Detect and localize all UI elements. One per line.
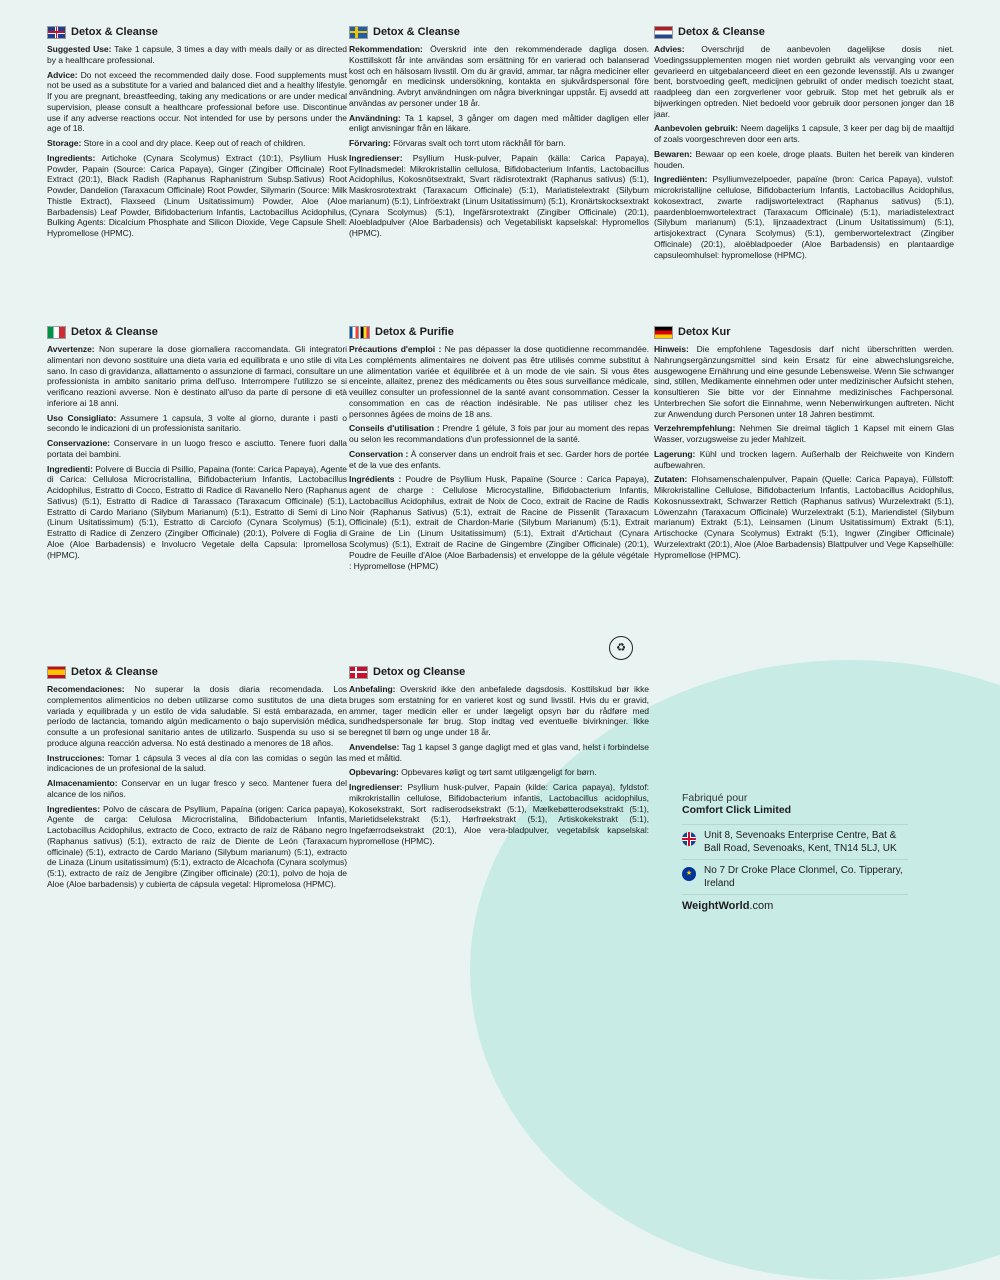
section-title: Detox & Cleanse	[71, 666, 158, 678]
sweden-flag-icon	[349, 26, 368, 39]
italy-flag-icon	[47, 326, 66, 339]
text: Assumere 1 capsula, 3 volte al giorno, durante i pasti o secondo le indicazioni di un professionista sanitario.	[47, 412, 347, 434]
label: Anvendelse:	[349, 741, 400, 752]
text: Take 1 capsule, 3 times a day with meals daily or as directed by a healthcare professional.	[47, 44, 348, 65]
france-flag-icon	[349, 326, 359, 339]
label: Rekommendation:	[349, 44, 423, 54]
text: Overskrid ikke den anbefalede dagsdosis. Kosttilskud bør ikke bruges som erstatning for en varieret kost og sund livsstil. Hvis du er gravid, ammer, tager medicin eller er under lægeligt opsyn bør du rådføre med sundhedspersonale før brug. Stop indtag ved eventuelle bivirkninger. Ikke beregnet til børn og unge under 18 år.	[349, 684, 649, 738]
text: Bewaar op een koele, droge plaats. Buiten het bereik van kinderen houden.	[654, 148, 954, 170]
company-name: Comfort Click Limited	[682, 804, 792, 816]
text: Conservar en un lugar fresco y seco. Mantener fuera del alcance de los niños.	[47, 778, 347, 799]
section-nl	[654, 25, 954, 265]
text: Polvere di Buccia di Psillio, Papaina (fonte: Carica Papaya), Agente di Carica: Cellulosa Microcristallina, Bifidobacterium Infantis, Lactobacillus Acidophilus, Estratto di Cocco, Estratto di Radice di Ravanello Nero (Raphanus Sativus) (5:1), Estratto di Radice di Tarassaco (Taraxacum Officinale) (5:1), Estratto di Cardo Mariano (Silybum Marianum) (5:1), Estratto di Semi di Lino (Linum Usitatissimum) (5:1), Estratto di Carciofo (Cynara Scolymus) (5:1), Estratto di Radice di Zenzero (Zingiber Officinale) (20:1), Polvere di Foglia di Aloe (Aloe Barbadensis) e Involucro Vegetale della Capsula: Ipromellosa (HPMC).	[47, 463, 347, 560]
text: Ne pas dépasser la dose quotidienne recommandée. Les compléments alimentaires ne doivent pas être utilisés comme substitut à une alimentation variée et équilibrée et à un mode de vie sain. Si vous êtes enceinte, allaitez, prenez des médicaments ou êtes sous surveillance médicale, veuillez consulter un professionnel de la santé avant consommation. Cesser la consommation en cas de réaction indésirable. Ne pas utiliser chez les personnes âgées de moins de 18 ans.	[349, 344, 649, 419]
label: Aanbevolen gebruik:	[654, 123, 738, 134]
text: Ta 1 kapsel, 3 gånger om dagen med måltider dagligen eller enligt anvisningar från en läkare.	[349, 112, 649, 134]
eu-flag-icon: ★	[682, 867, 696, 881]
label: Conseils d'utilisation :	[349, 423, 440, 434]
section-title: Detox & Cleanse	[373, 26, 460, 38]
section-fr	[349, 325, 649, 575]
uk-flag-icon	[47, 26, 66, 39]
ie-address: No 7 Dr Croke Place Clonmel, Co. Tipperary, Ireland	[704, 865, 903, 889]
label: Ingredienser:	[349, 152, 403, 163]
label: Advies:	[654, 44, 685, 54]
label: Förvaring:	[349, 138, 391, 149]
label: Conservation :	[349, 448, 409, 459]
manufacturer-info	[682, 792, 908, 912]
label: Anbefaling:	[349, 684, 396, 694]
section-se	[349, 25, 649, 243]
label: Ingrédients :	[349, 474, 402, 485]
text: Psyllium Husk-pulver, Papain (källa: Carica Papaya), Fyllnadsmedel: Mikrokristallin cellulosa, Bifidobacterium Infantis, Lactobacillus Acidophilus, Kokosnötsextrakt, Svart rädisrotextrakt (Raphanus sativus) (5:1), Maskrosrotextrakt (Taraxacum Officinale) (5:1), Mariatistelextrakt (Silybum marianum) (5:1), Linfröextrakt (Linum Usitatissimum) (5:1), Kronärtskocksextrakt (Cynara Scolymus) (5:1), Ingefärsrotextrakt (Zingiber Officinale) (20:1), Aloebladpulver (Aloe Barbadensis) och Vegetabiliskt kapselskal: Hypromellos (HPMC).	[349, 152, 649, 239]
denmark-flag-icon	[349, 666, 368, 679]
label: Recomendaciones:	[47, 684, 125, 694]
label: Användning:	[349, 112, 401, 123]
text: Förvaras svalt och torrt utom räckhåll för barn.	[390, 138, 566, 149]
recycle-bin-icon: ♻	[609, 636, 633, 660]
section-title: Detox & Cleanse	[678, 26, 765, 38]
label: Lagerung:	[654, 448, 696, 459]
label: Suggested Use:	[47, 44, 112, 54]
text: Opbevares køligt og tørt samt utilgængeligt for børn.	[398, 767, 597, 778]
label: Ingrediënten:	[654, 174, 708, 185]
label: Ingredienti:	[47, 463, 93, 474]
text: Psyllium husk-pulver, Papain (kilde: Carica papaya), fyldstof: mikrokristallin cellulose, Bifidobacterium infantis, Lactobacillus acidophilus, Kokosekstrakt, Sort radiserodsekstrakt (5:1), Mælkebøtterodsekstrakt (5:1), Marietidselekstrakt (5:1), Hørfrøekstrakt (5:1), Artiskokekstrakt (5:1), Ingefærrodsekstrakt (20:1), Aloe vera-bladpulver, vegetabilsk kapselskal: hypromellose (HPMC).	[349, 782, 649, 846]
text: Do not exceed the recommended daily dose. Food supplements must not be used as a substitute for a varied and balanced diet and a healthy lifestyle. If you are pregnant, breastfeeding, taking any medications or are under medical supervision, please consult a healthcare professional before use. Discontinue use if any adverse reactions occur. Not intended for use by persons under the age of 18.	[47, 69, 347, 134]
text: Flohsamenschalenpulver, Papain (Quelle: Carica Papaya), Füllstoff: Mikrokristalline Cellulose, Bifidobacterium Infantis, Lactobacillus Acidophilus, Kokosnussextrakt, Schwarzer Rettich (Raphanus sativus) Wurzelextrakt (5:1), Löwenzahn (Taraxacum Officinale) Wurzelextrakt (5:1), Mariendistel (Silybum marianum) Extrakt (5:1), Leinsamen (Linum Usitatissimum) Extrakt (5:1), Artischocke (Cynara Scolymus) Extrakt (5:1), Ingwer (Zingiber Officinale) Wurzelextrakt (20:1), Aloe (Aloe Barbadensis) Blattpulver und Vege Kapselhülle: Hypromellose (HPMC).	[654, 474, 954, 560]
text: Poudre de Psyllium Husk, Papaïne (Source : Carica Papaya), agent de charge : Cellulose Microcystalline, Bifidobacterium Infantis, Lactobacillus Acidophilus, extrait de Noix de Coco, extrait de Racine de Radis Noir (Raphanus Sativus) (5:1), extrait de Racine de Pissenlit (Taraxacum Officinale) (5:1), extrait de Chardon-Marie (Silybum Marianum) (5:1), Extrait Graine de Lin (Linum Usitatissimum) (5:1), Extrait d'Artichaut (Cynara Scolymus) (5:1), Extrait de Racine de Gingembre (Zingiber Officinale) (20:1), Poudre de Feuille d'Aloe (Aloe Barbadensis) et enveloppe de la gélule végétale : Hypromellose (HPMC)	[349, 474, 650, 571]
section-title: Detox og Cleanse	[373, 666, 466, 678]
text: Psylliumvezelpoeder, papaïne (bron: Carica Papaya), vulstof: microkristallijne cellulose, Bifidobacterium Infantis, Lactobacillus Acidophilus, kokosextract, zwarte radijswortelextract (Raphanus sativus) (5:1), paardenbloemwortelextract (Taraxacum Officinale) (5:1), mariadistelextract (Silybum marianum) (5:1), lijnzaadextract (Linum Usitatissimum) (5:1), artisjokextract (Cynara Scolymus) (5:1), gemberwortelextract (Zingiber Officinale) (20:1), aloëbladpoeder (Aloe Barbadensis) en plantaardige capsuleomhulsel: hypromellose (HPMC).	[654, 174, 954, 260]
text: Conservare in un luogo fresco e asciutto. Tenere fuori dalla portata dei bambini.	[47, 438, 347, 459]
label: Avvertenze:	[47, 344, 95, 354]
section-title: Detox & Cleanse	[71, 326, 158, 338]
text: Prendre 1 gélule, 3 fois par jour au moment des repas ou selon les recommandations d'un professionnel de la santé.	[349, 423, 649, 445]
text: À conserver dans un endroit frais et sec. Garder hors de portée et de la vue des enfants.	[349, 448, 649, 470]
uk-flag-icon	[682, 832, 696, 846]
label: Précautions d'emploi :	[349, 344, 442, 354]
made-for-label: Fabriqué pour	[682, 792, 748, 804]
label: Bewaren:	[654, 148, 693, 159]
section-it	[47, 325, 347, 565]
section-uk	[47, 25, 347, 243]
website-domain: .com	[749, 900, 774, 912]
uk-address-row	[682, 824, 908, 859]
text: Neem dagelijks 1 capsule, 3 keer per dag bij de maaltijd of zoals voorgeschreven door een arts.	[654, 123, 954, 145]
germany-flag-icon	[654, 326, 673, 339]
label: Conservazione:	[47, 438, 110, 449]
text: Tag 1 kapsel 3 gange dagligt med et glas vand, helst i forbindelse med et måltid.	[349, 741, 649, 763]
section-title: Detox & Purifie	[375, 326, 454, 338]
label: Uso Consigliato:	[47, 412, 117, 423]
website-brand: WeightWorld	[682, 900, 750, 912]
netherlands-flag-icon	[654, 26, 673, 39]
belgium-flag-icon	[360, 326, 370, 339]
label: Hinweis:	[654, 344, 689, 354]
text: Store in a cool and dry place. Keep out of reach of children.	[81, 138, 306, 149]
label: Ingredienser:	[349, 782, 403, 793]
text: Överskrid inte den rekommenderade dagliga dosen. Kosttillskott får inte användas som ersättning för en varierad och balanserad kost och en hälsosam livsstil. Om du är gravid, ammar, tar några mediciner eller genomgår en medicinsk undersökning, kontakta en sjukvårdspersonal före användning. Avbryt användningen om några biverkningar uppstår. Ej avsedd att användas av personer under 18 år.	[349, 44, 649, 108]
section-de	[654, 325, 954, 565]
section-title: Detox & Cleanse	[71, 26, 158, 38]
section-es	[47, 665, 347, 894]
text: Non superare la dose giornaliera raccomandata. Gli integratori alimentari non devono sostituire una dieta varia ed equilibrata e uno stile di vita sano. In caso di gravidanza, allattamento o assunzione di farmaci, consultare un professionista in ambito sanitario prima dell'uso. Interrompere l'utilizzo se si verificano reazioni avverse. Non è destinato all'uso da parte di persone di età inferiore ai 18 anni.	[47, 344, 347, 408]
spain-flag-icon	[47, 666, 66, 679]
label: Verzehrempfehlung:	[654, 423, 736, 434]
label: Almacenamiento:	[47, 778, 118, 789]
text: Die empfohlene Tagesdosis darf nicht überschritten werden. Nahrungsergänzungsmittel sind kein Ersatz für eine abwechslungsreiche, ausgewogene Ernährung und eine gesunde Lebensweise. Wenn Sie schwanger sind, stillen, Medikamente einnehmen oder unter medizinischer Aufsicht stehen, konsultieren Sie bitte vor der Einnahme medizinisches Fachpersonal. Unterbrechen Sie sofort die Einnahme, wenn Nebenwirkungen auftreten. Nicht zur Anwendung durch Personen unter 18 Jahren bestimmt.	[654, 344, 954, 419]
text: Polvo de cáscara de Psyllium, Papaína (origen: Carica papaya), Agente de carga: Celulosa Microcristalina, Bifidobacterium Infantis, Lactobacillus Acidophilus, extracto de Coco, extracto de raíz de Rábano negro (Raphanus sativus) (5:1), extracto de raíz de Diente de León (Taraxacum officinale) (5:1), extracto de Cardo Mariano (Silybum marianum) (5:1), extracto de Linaza (Linum usitatissimum) (5:1), extracto de Alcachofa (Cynara scolymus) (5:1), extracto de raíz de Jengibre (Zingiber officinale) (20:1), polvo de hoja de Aloe (Aloe barbadensis) y cubierta de cápsula vegetal: Hipromelosa (HPMC).	[47, 803, 347, 890]
section-dk	[349, 665, 649, 851]
text: No superar la dosis diaria recomendada. Los complementos alimenticios no deben utilizarse como sustitutos de una dieta variada y equilibrada y un estilo de vida saludable. Si está embarazada, en período de lactancia, tomando algún medicamento o bajo supervisión médica, consulte a un profesional sanitario antes de utilizarlo. Suspenda su uso si se produce alguna reacción adversa. No está destinado a menores de 18 años.	[47, 684, 347, 748]
website[interactable]	[682, 894, 908, 912]
label: Instrucciones:	[47, 752, 105, 763]
label: Opbevaring:	[349, 767, 399, 778]
uk-address: Unit 8, Sevenoaks Enterprise Centre, Bat & Ball Road, Sevenoaks, Kent, TN14 5LJ, UK	[704, 830, 897, 854]
text: Nehmen Sie dreimal täglich 1 Kapsel mit einem Glas Wasser, vorzugsweise zu jeder Mahlzeit.	[654, 423, 954, 445]
text: Artichoke (Cynara Scolymus) Extract (10:1), Psyllium Husk Powder, Papain (Source: Carica Papaya), Ginger (Zingiber Officinale) Root Extract (20:1), Black Radish (Raphanus Raphanistrum Subsp.Sativus) Root Powder, Dandelion (Taraxacum Officinale) Root Powder, Silymarin (Source: Milk Thistle Extract), Flaxseed (Linum Usitatissimum) Powder, Aloe (Aloe Barbadensis) Leaf Powder, Bifidobacterium Infantis, Lactobacillus Acidophilus, Bulking Agents: Dicalcium Phosphate and Silicon Dioxide, Vege Capsule Shell: Hypromellose (HPMC).	[47, 152, 347, 239]
text: Tomar 1 cápsula 3 veces al día con las comidas o según las indicaciones de un profesional de la salud.	[47, 752, 347, 774]
label: Storage:	[47, 138, 82, 149]
text: Kühl und trocken lagern. Außerhalb der Reichweite von Kindern aufbewahren.	[654, 448, 954, 470]
section-title: Detox Kur	[678, 326, 731, 338]
label: Zutaten:	[654, 474, 688, 485]
text: Overschrijd de aanbevolen dagelijkse dosis niet. Voedingssupplementen mogen niet worden gebruikt als vervanging voor een gevarieerd en uitgebalanceerd dieet en een gezonde levensstijl. Als u zwanger bent, borstvoeding geeft, medicijnen gebruikt of onder medisch toezicht staat, raadpleeg dan een zorgverlener voor gebruik. Stop met het gebruik als er bijwerkingen optreden. Niet bedoeld voor gebruik door personen jonger dan 18 jaar.	[654, 44, 954, 119]
label: Ingredients:	[47, 152, 96, 163]
label: Ingredientes:	[47, 803, 101, 814]
label: Advice:	[47, 69, 78, 80]
eu-address-row	[682, 859, 908, 894]
